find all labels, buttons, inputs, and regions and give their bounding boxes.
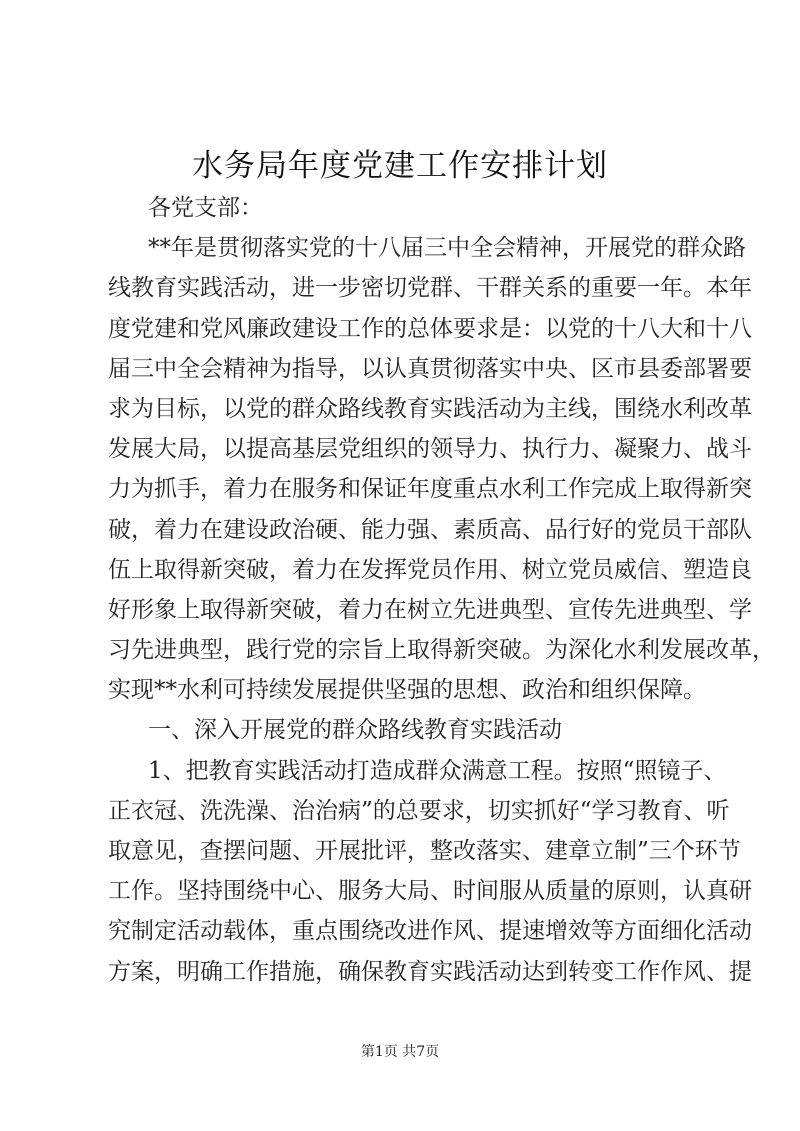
salutation: 各党支部：	[148, 195, 263, 221]
text-line: 究制定活动载体，重点围绕改进作风、提速增效等方面细化活动	[108, 918, 752, 945]
text-line: 习先进典型，践行党的宗旨上取得新突破。为深化水利发展改革，	[108, 637, 775, 664]
text-line: 发展大局，以提高基层党组织的领导力、执行力、凝聚力、战斗	[108, 436, 752, 463]
page-number: 第1页 共7页	[360, 1044, 440, 1060]
text-line: 求为目标，以党的群众路线教育实践活动为主线，围绕水利改革	[108, 395, 752, 422]
text-line: 破，着力在建设政治硬、能力强、素质高、品行好的党员干部队	[108, 516, 752, 543]
text-line: 度党建和党风廉政建设工作的总体要求是：以党的十八大和十八	[108, 315, 752, 342]
text-line: 伍上取得新突破，着力在发挥党员作用、树立党员威信、塑造良	[108, 556, 752, 583]
text-line: 线教育实践活动，进一步密切党群、干群关系的重要一年。本年	[108, 275, 752, 302]
text-line: **年是贯彻落实党的十八届三中全会精神，开展党的群众路	[148, 235, 746, 262]
text-line: 届三中全会精神为指导，以认真贯彻落实中央、区市县委部署要	[108, 355, 752, 382]
document-body	[108, 188, 775, 992]
text-line: 正衣冠、洗洗澡、治治病”的总要求，切实抓好“学习教育、听	[108, 797, 730, 824]
text-line: 工作。坚持围绕中心、服务大局、时间服从质量的原则，认真研	[108, 878, 752, 905]
section-heading: 一、深入开展党的群众路线教育实践活动	[148, 717, 562, 744]
paragraph-item-1	[108, 751, 752, 992]
document-title: 水务局年度党建工作安排计划	[192, 148, 608, 184]
text-line: 实现**水利可持续发展提供坚强的思想、政治和组织保障。	[108, 677, 706, 704]
text-line: 力为抓手，着力在服务和保证年度重点水利工作完成上取得新突	[108, 476, 752, 503]
text-line: 取意见，查摆问题、开展批评，整改落实、建章立制”三个环节	[108, 838, 741, 864]
text-line: 好形象上取得新突破，着力在树立先进典型、宣传先进典型、学	[108, 596, 752, 623]
paragraph-intro	[108, 228, 775, 710]
text-line: 方案，明确工作措施，确保教育实践活动达到转变工作作风、提	[108, 958, 752, 985]
text-line: 1、把教育实践活动打造成群众满意工程。按照“照镜子、	[148, 757, 727, 784]
